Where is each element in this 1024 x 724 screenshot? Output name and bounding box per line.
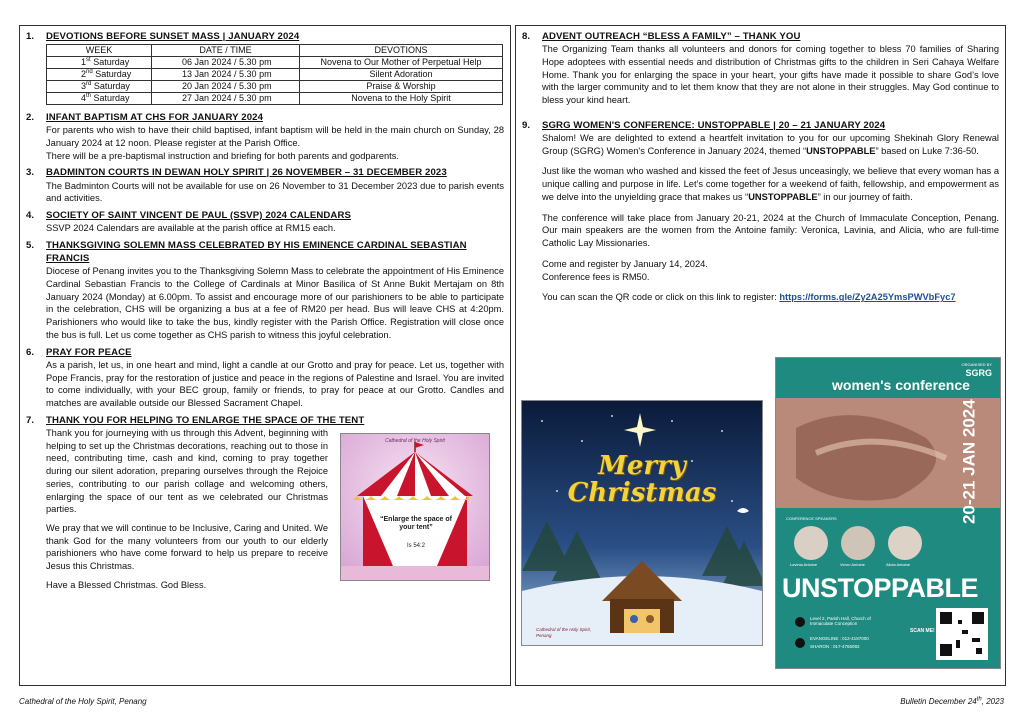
week-cell: 3rd Saturday (47, 81, 152, 93)
tent-quote: “Enlarge the space of your tent” (380, 515, 452, 532)
section-7 (26, 414, 504, 592)
devotion-cell: Silent Adoration (300, 69, 503, 81)
footer-left: Cathedral of the Holy Spirit, Penang (19, 697, 147, 706)
section-title: SGRG WOMEN'S CONFERENCE: UNSTOPPABLE | 20 – 21 JANUARY 2024 (542, 119, 886, 131)
table-row (47, 57, 503, 69)
speaker-name: Veron Antoine (840, 562, 865, 567)
col-header-week: WEEK (47, 45, 152, 57)
section-number: 1. (26, 31, 35, 42)
section-3 (26, 166, 504, 205)
section-text: SSVP 2024 Calendars are available at the parish office at RM15 each. (46, 223, 336, 234)
section-text: Diocese of Penang invites you to the Thanksgiving Solemn Mass to celebrate the appointment of His Eminence Cardinal Sebastian Francis to the College of Cardinals at Minor Basilica of St Anne Bukit Mertajam on 8th January 2024 (Monday) at 6.00pm. To assist and encourage more of our parishioners to be able to participate in the celebration, CHS will be organizing a bus at a fee of RM20 per head. Bus will leave CHS at 4:20pm. Parishioners who would like to take the bus, kindly register with the Parish Office. Registration will close once the bus is full. Let us come together as CHS parish to witness this joyful celebration. (46, 266, 504, 340)
section-text: Have a Blessed Christmas. God Bless. (46, 579, 207, 590)
poster-organised-by: ORGANISED BY (961, 362, 992, 367)
tent-quote-ref: Is 54:2 (406, 542, 425, 549)
section-text: Shalom! We are delighted to extend a heartfelt invitation to you for our upcoming Shekinah Glory Renewal Group (SGRG) Women's Conference in January 2024, themed “UNSTOPPABLE” based on Luke 7:36-50. (542, 132, 999, 156)
section-1 (26, 30, 504, 105)
section-number: 8. (522, 31, 531, 42)
section-text: Come and register by January 14, 2024. Conference fees is RM50. (542, 258, 708, 282)
section-7-text (46, 427, 328, 592)
section-text: The Organizing Team thanks all volunteers and donors for coming together to bless 70 families of Sharing Hope adoptees with essential needs and distribution of Christmas gifts to the children in Seri Cahaya Welfare Home. Thank you for enlarging the space in your heart, your gifts have made it possible to share God’s love with the larger community and to let them know that they are not alone in their struggles. May God continue to bless your kind heart. (542, 44, 999, 106)
date-cell: 27 Jan 2024 / 5.30 pm (152, 93, 300, 105)
speaker-name: Lavinia Antoine (790, 562, 818, 567)
section-number: 5. (26, 239, 35, 251)
section-text: There will be a pre-baptismal instruction and briefing for both parents and godparents. (46, 150, 399, 161)
poster-dates: 20-21 JAN 2024 (959, 399, 979, 525)
devotions-table (46, 44, 503, 105)
date-cell: 20 Jan 2024 / 5.30 pm (152, 81, 300, 93)
poster-contact-1: EVANGELINE : 012-4187000 (810, 636, 869, 641)
section-title: BADMINTON COURTS IN DEWAN HOLY SPIRIT | 26 NOVEMBER – 31 DECEMBER 2023 (46, 167, 447, 179)
register-link[interactable]: https://forms.gle/Zy2A25YmsPWVbFyc7 (779, 292, 956, 303)
tent-illustration (341, 434, 489, 580)
section-5 (26, 239, 504, 342)
date-cell: 13 Jan 2024 / 5.30 pm (152, 69, 300, 81)
tent-image-header: Cathedral of the Holy Spirit (385, 437, 445, 444)
greeting-line-1: Merry (598, 451, 686, 481)
col-header-date: DATE / TIME (152, 45, 300, 57)
section-4 (26, 209, 504, 235)
table-row (47, 93, 503, 105)
section-title: THANKSGIVING SOLEMN MASS CELEBRATED BY HIS EMINENCE CARDINAL SEBASTIAN FRANCIS (46, 239, 467, 265)
table-row (47, 81, 503, 93)
tent-image (340, 433, 490, 581)
greeting-line-2: Christmas (567, 478, 717, 509)
section-number: 2. (26, 112, 35, 124)
poster-scan-label: SCAN ME! (910, 628, 935, 634)
poster-venue: Level 2, Parish Hall, Church of Immaculate Conception (810, 616, 871, 627)
section-text: Thank you for journeying with us through this Advent, beginning with helping to set up the Christmas decorations, reaching out to those in need, contributing time, cash and kind, coming to pray together during our silent adoration, preparing ourselves through the Rejoice series, contributing to our parish collage and welcoming others, enlarging the space of our tent as we celebrated our Christmas parties. (46, 427, 328, 515)
poster-theme: UNSTOPPABLE (782, 573, 979, 603)
merry-christmas-image (521, 400, 763, 646)
week-cell: 1st Saturday (47, 57, 152, 69)
section-number: 7. (26, 414, 35, 426)
section-text: Just like the woman who washed and kissed the feet of Jesus unceasingly, we believe that every woman has a unique calling and purpose in life. Let’s come together for a weekend of faith, fellowship, and empowerment as we delve into the unyielding grace that makes us “UNSTOPPABLE” in our journey of faith. (542, 166, 999, 202)
table-row (47, 69, 503, 81)
section-title: PRAY FOR PEACE (46, 346, 132, 358)
section-text: The Badminton Courts will not be available for use on 26 November to 31 December 2023 due to parish events and activities. (46, 180, 504, 204)
section-text: For parents who wish to have their child baptised, infant baptism will be held in the main church on Sunday, 28 January 2024 at 12 noon. Please register at the Parish Office. (46, 125, 504, 149)
poster-org: SGRG (965, 368, 992, 378)
poster-speakers-label: CONFERENCE SPEAKERS (786, 516, 837, 521)
section-title: THANK YOU FOR HELPING TO ENLARGE THE SPACE OF THE TENT (46, 414, 365, 426)
xmas-credit: Cathedral of the Holy Spirit, Penang (536, 626, 592, 638)
left-column (19, 25, 511, 686)
section-title: DEVOTIONS BEFORE SUNSET MASS | JANUARY 2024 (46, 31, 300, 42)
footer-right: Bulletin December 24th, 2023 (900, 696, 1004, 706)
conference-poster (775, 357, 1001, 669)
section-7-body (46, 427, 504, 592)
week-cell: 2nd Saturday (47, 69, 152, 81)
devotion-cell: Praise & Worship (300, 81, 503, 93)
section-text: You can scan the QR code or click on this link to register: https://forms.gle/Zy2A25YmsPWVbFyc7 (542, 292, 956, 303)
date-cell: 06 Jan 2024 / 5.30 pm (152, 57, 300, 69)
section-text: As a parish, let us, in one heart and mind, light a candle at our Grotto and pray for peace. Let us, together with Pope Francis, pray for the restoration of justice and peace in the regions of Palestine and Israel. You are invited to come individually, with your BEC group, family or friends, to pray for peace at our Grotto. Candles and matches are available outside our Blessed Sacrament Chapel. (46, 359, 504, 408)
devotion-cell: Novena to the Holy Spirit (300, 93, 503, 105)
section-title: SOCIETY OF SAINT VINCENT DE PAUL (SSVP) 2024 CALENDARS (46, 210, 351, 222)
greeting-text (522, 453, 762, 508)
col-header-devotions: DEVOTIONS (300, 45, 503, 57)
christmas-illustration (522, 401, 762, 645)
section-title: INFANT BAPTISM AT CHS FOR JANUARY 2024 (46, 112, 264, 124)
devotion-cell: Novena to Our Mother of Perpetual Help (300, 57, 503, 69)
section-text: We pray that we will continue to be Inclusive, Caring and United. We thank God for the many volunteers from our youth to our elderly parishioners who have come forward to help us prepare to receive Jesus this Christmas. (46, 523, 328, 572)
poster-contact-2: SHARON : 017-4765092 (810, 644, 860, 649)
poster-title: women's conference (832, 377, 970, 393)
section-9 (522, 119, 999, 304)
section-2 (26, 111, 504, 162)
section-number: 4. (26, 210, 35, 222)
speaker-name: Alicia Antoine (886, 562, 911, 567)
section-number: 9. (522, 119, 531, 131)
week-cell: 4th Saturday (47, 93, 152, 105)
section-number: 6. (26, 346, 35, 358)
section-8 (522, 30, 999, 107)
section-title: ADVENT OUTREACH “BLESS A FAMILY” – THANK YOU (542, 31, 801, 42)
section-number: 3. (26, 167, 35, 179)
section-6 (26, 346, 504, 410)
section-text: The conference will take place from January 20-21, 2024 at the Church of Immaculate Conception, Penang. Our main speakers are the women from the Antoine family: Veronica, Lavinia, and Alicia, who are full-time Catholic Lay Missionaries. (542, 212, 999, 249)
